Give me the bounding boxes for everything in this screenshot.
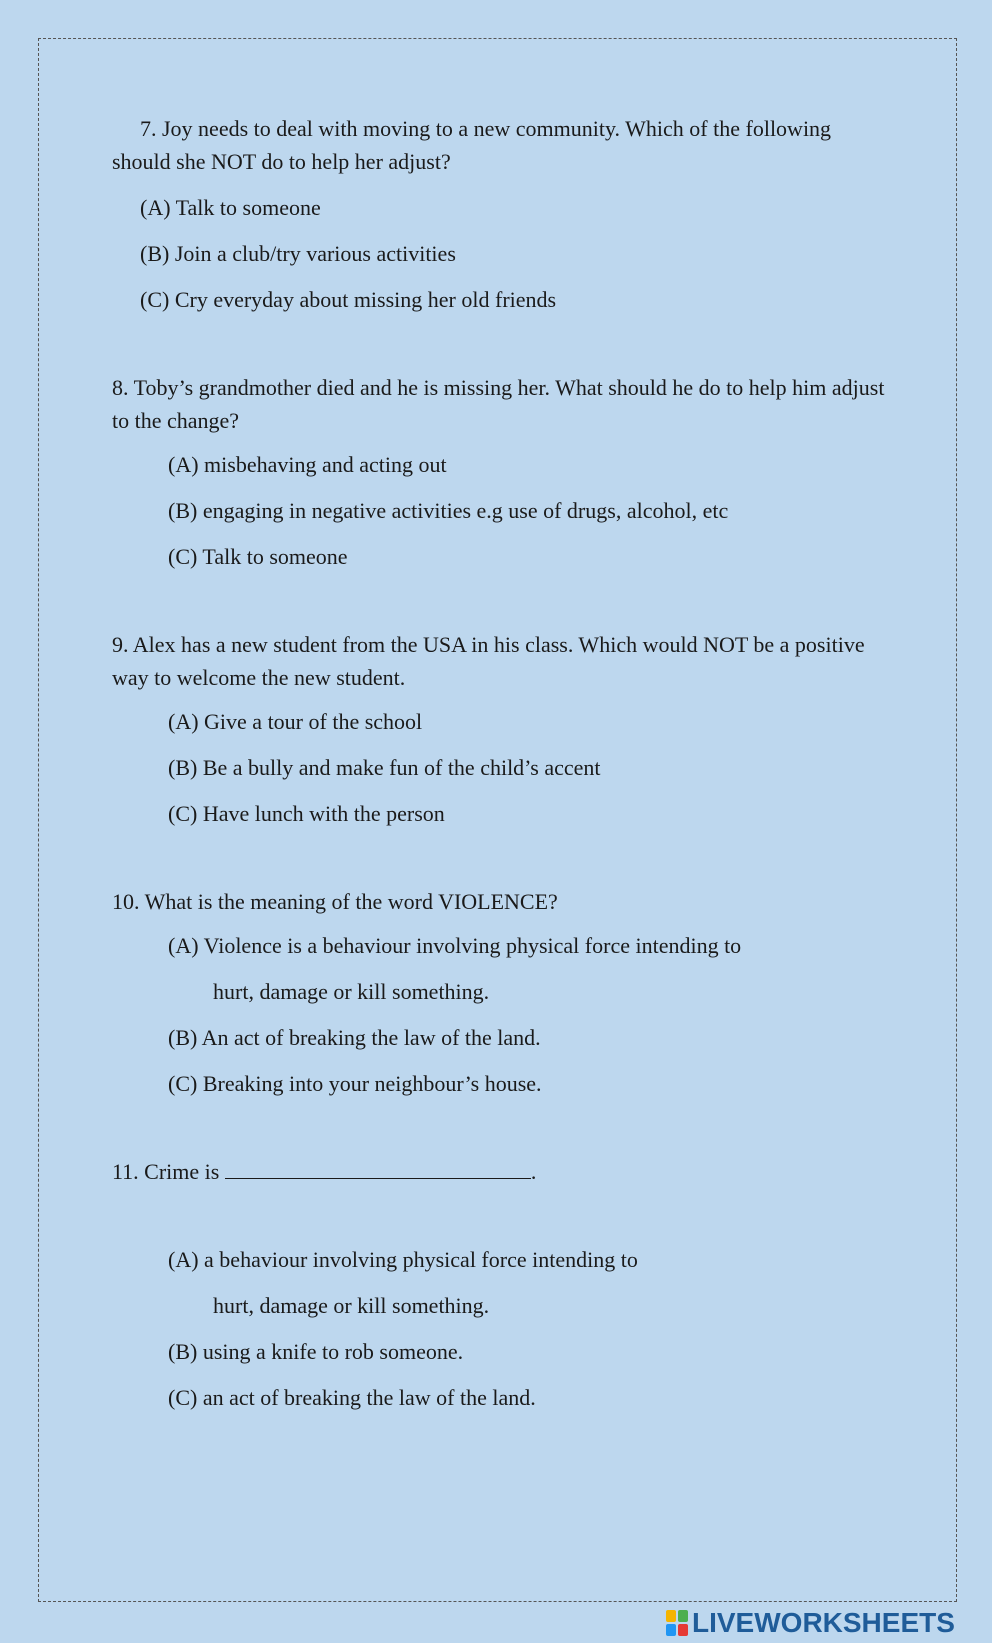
question-11-stem <box>112 1155 892 1188</box>
question-9-option-a[interactable]: (A) Give a tour of the school <box>168 709 423 734</box>
liveworksheets-watermark <box>666 1602 955 1643</box>
question-10-option-a-line2: hurt, damage or kill something. <box>213 979 490 1004</box>
worksheet-content <box>112 112 892 1414</box>
question-11-answer-blank[interactable] <box>225 1156 531 1179</box>
question-11-option-a-line1: (A) a behaviour involving physical force intending to <box>168 1247 638 1272</box>
question-11-stem-prefix: 11. Crime is <box>112 1159 220 1184</box>
question-9 <box>112 628 892 830</box>
question-7-option-c[interactable]: (C) Cry everyday about missing her old friends <box>140 287 557 312</box>
liveworksheets-logo-icon <box>666 1610 688 1636</box>
page-edge <box>992 0 1000 1643</box>
question-10-option-a[interactable] <box>112 929 892 1008</box>
question-8-stem: 8. Toby’s grandmother died and he is missing her. What should he do to help him adjust to the change? <box>112 375 885 433</box>
question-11 <box>112 1155 892 1414</box>
question-10-option-a-line1: (A) Violence is a behaviour involving physical force intending to <box>168 933 742 958</box>
question-8-option-b[interactable]: (B) engaging in negative activities e.g use of drugs, alcohol, etc <box>168 498 729 523</box>
question-11-option-a[interactable] <box>112 1243 892 1322</box>
question-11-stem-suffix: . <box>530 1159 537 1184</box>
question-11-option-b[interactable]: (B) using a knife to rob someone. <box>168 1339 464 1364</box>
question-8-option-a[interactable]: (A) misbehaving and acting out <box>168 452 447 477</box>
question-9-stem: 9. Alex has a new student from the USA in his class. Which would NOT be a positive way to welcome the new student. <box>112 632 865 690</box>
question-8 <box>112 371 892 573</box>
question-7 <box>112 112 892 316</box>
question-11-option-a-line2: hurt, damage or kill something. <box>213 1293 490 1318</box>
question-10 <box>112 885 892 1100</box>
question-8-option-c[interactable]: (C) Talk to someone <box>168 544 348 569</box>
question-10-option-b[interactable]: (B) An act of breaking the law of the land. <box>168 1025 541 1050</box>
question-11-option-c[interactable]: (C) an act of breaking the law of the land. <box>168 1385 536 1410</box>
question-10-option-c[interactable]: (C) Breaking into your neighbour’s house. <box>168 1071 542 1096</box>
question-7-stem: 7. Joy needs to deal with moving to a new community. Which of the following should she NOT do to help her adjust? <box>112 116 832 174</box>
question-9-option-b[interactable]: (B) Be a bully and make fun of the child’s accent <box>168 755 601 780</box>
liveworksheets-wordmark: LIVEWORKSHEETS <box>692 1606 955 1638</box>
question-10-stem: 10. What is the meaning of the word VIOLENCE? <box>112 889 558 914</box>
question-9-option-c[interactable]: (C) Have lunch with the person <box>168 801 445 826</box>
question-7-option-a[interactable]: (A) Talk to someone <box>140 195 321 220</box>
question-7-option-b[interactable]: (B) Join a club/try various activities <box>140 241 456 266</box>
